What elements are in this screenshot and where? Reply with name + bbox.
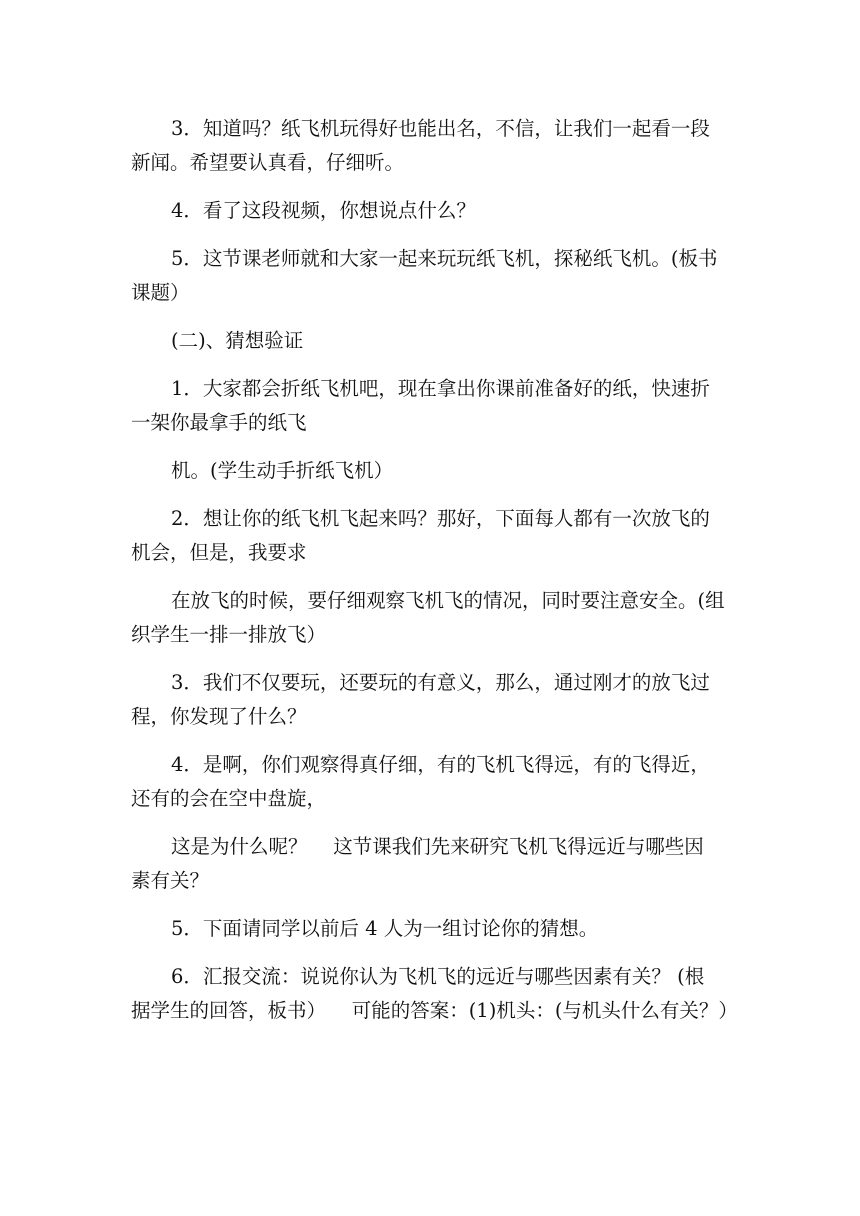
paragraph-line: 4．是啊，你们观察得真仔细，有的飞机飞得远，有的飞得近， <box>171 753 710 776</box>
paragraph-line: 4．看了这段视频，你想说点什么？ <box>171 199 476 222</box>
paragraph-line: 素有关？ <box>131 869 210 892</box>
document-body <box>131 112 738 1028</box>
paragraph-line: 5．下面请同学以前后 4 人为一组讨论你的猜想。 <box>171 917 599 940</box>
paragraph-line: 这是为什么呢？ 这节课我们先来研究飞机飞得远近与哪些因 <box>171 835 704 858</box>
paragraph-line: 织学生一排一排放飞） <box>131 623 327 646</box>
paragraph-line: 在放飞的时候，要仔细观察飞机飞的情况，同时要注意安全。(组 <box>171 589 725 612</box>
paragraph-line: 程，你发现了什么？ <box>131 705 307 728</box>
paragraph-line: 3．知道吗？纸飞机玩得好也能出名，不信，让我们一起看一段 <box>171 117 710 140</box>
paragraph-line: 机。(学生动手折纸飞机） <box>171 459 394 482</box>
section-heading: (二)、猜想验证 <box>171 329 304 352</box>
paragraph-line: 3．我们不仅要玩，还要玩的有意义，那么，通过刚才的放飞过 <box>171 671 710 694</box>
paragraph-line: 机会，但是，我要求 <box>131 541 307 564</box>
paragraph-line: 2．想让你的纸飞机飞起来吗？那好，下面每人都有一次放飞的 <box>171 507 710 530</box>
paragraph-line: 新闻。希望要认真看，仔细听。 <box>131 151 405 174</box>
paragraph-line: 一架你最拿手的纸飞 <box>131 411 307 434</box>
paragraph-line: 6．汇报交流：说说你认为飞机飞的远近与哪些因素有关？ (根 <box>171 965 705 988</box>
paragraph-line: 课题） <box>131 281 190 304</box>
paragraph-line: 据学生的回答，板书） 可能的答案：(1)机头：(与机头什么有关？） <box>131 999 738 1022</box>
paragraph-line: 1．大家都会折纸飞机吧，现在拿出你课前准备好的纸，快速折 <box>171 377 710 400</box>
paragraph-line: 5．这节课老师就和大家一起来玩玩纸飞机，探秘纸飞机。(板书 <box>171 247 718 270</box>
paragraph-line: 还有的会在空中盘旋， <box>131 787 327 810</box>
